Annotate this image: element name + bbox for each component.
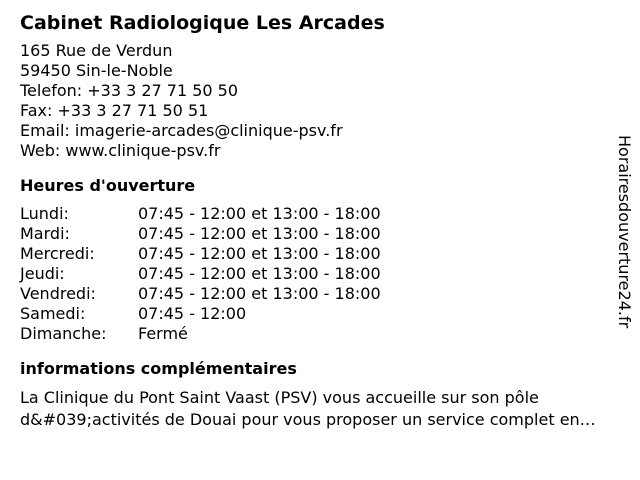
- address-line-2: 59450 Sin-le-Noble: [20, 61, 173, 80]
- day-label: Samedi:: [20, 304, 86, 323]
- day-label: Mercredi:: [20, 244, 95, 263]
- website: Web: www.clinique-psv.fr: [20, 141, 221, 160]
- fax: Fax: +33 3 27 71 50 51: [20, 101, 209, 120]
- watermark-text: Horairesdouverture24.fr: [615, 135, 634, 329]
- additional-info-title: informations complémentaires: [20, 359, 297, 378]
- time-value: 07:45 - 12:00 et 13:00 - 18:00: [138, 264, 381, 283]
- address-line-1: 165 Rue de Verdun: [20, 41, 173, 60]
- hours-row: [20, 324, 620, 344]
- hours-row: [20, 204, 620, 224]
- business-name: Cabinet Radiologique Les Arcades: [20, 12, 385, 34]
- time-value: 07:45 - 12:00 et 13:00 - 18:00: [138, 204, 381, 223]
- hours-row: [20, 284, 620, 304]
- hours-row: [20, 224, 620, 244]
- additional-info-text: La Clinique du Pont Saint Vaast (PSV) vous accueille sur son pôle d&#039;activités de Douai pour vous proposer un service complet en…: [20, 388, 596, 429]
- email: Email: imagerie-arcades@clinique-psv.fr: [20, 121, 343, 140]
- day-label: Vendredi:: [20, 284, 96, 303]
- hours-row: [20, 304, 620, 324]
- time-value: 07:45 - 12:00 et 13:00 - 18:00: [138, 224, 381, 243]
- phone: Telefon: +33 3 27 71 50 50: [20, 81, 239, 100]
- hours-row: [20, 244, 620, 264]
- day-label: Dimanche:: [20, 324, 107, 343]
- day-label: Mardi:: [20, 224, 70, 243]
- time-value: 07:45 - 12:00: [138, 304, 247, 323]
- time-value: Fermé: [138, 324, 188, 343]
- day-label: Jeudi:: [20, 264, 65, 283]
- day-label: Lundi:: [20, 204, 69, 223]
- opening-hours-title: Heures d'ouverture: [20, 176, 196, 195]
- business-card: [20, 10, 620, 431]
- hours-row: [20, 264, 620, 284]
- time-value: 07:45 - 12:00 et 13:00 - 18:00: [138, 244, 381, 263]
- opening-hours-list: [20, 204, 620, 344]
- time-value: 07:45 - 12:00 et 13:00 - 18:00: [138, 284, 381, 303]
